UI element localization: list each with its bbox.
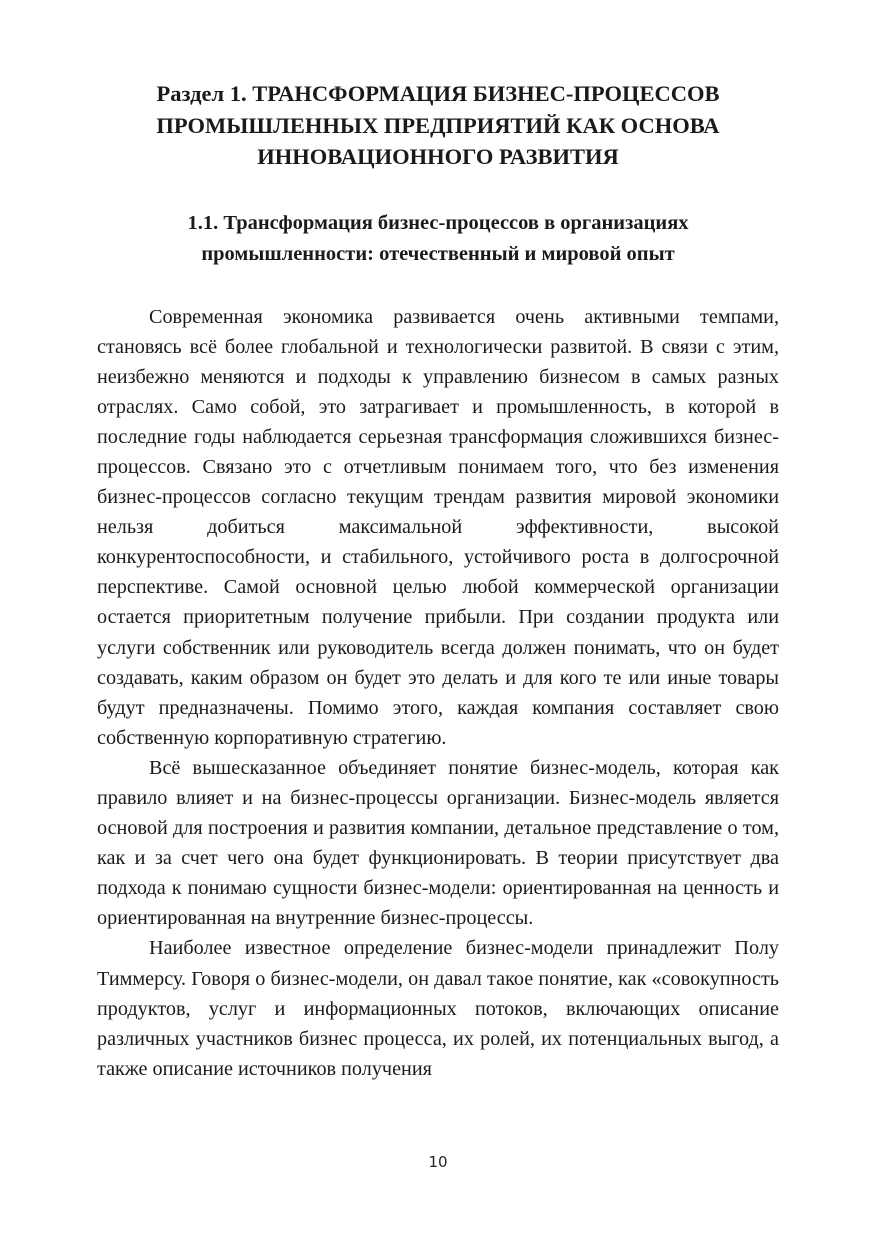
- section-title: [97, 78, 779, 173]
- subsection-title: [97, 208, 779, 270]
- page-number: 10: [428, 1153, 448, 1171]
- section-title-line-3: ИННОВАЦИОННОГО РАЗВИТИЯ: [257, 144, 619, 169]
- subsection-title-line-1: 1.1. Трансформация бизнес-процессов в организациях: [187, 211, 689, 234]
- body-text: [97, 302, 779, 1084]
- section-title-line-1: Раздел 1. ТРАНСФОРМАЦИЯ БИЗНЕС-ПРОЦЕССОВ: [156, 81, 720, 106]
- page-content: [97, 78, 779, 1084]
- subsection-title-line-2: промышленности: отечественный и мировой опыт: [201, 242, 675, 265]
- section-title-line-2: ПРОМЫШЛЕННЫХ ПРЕДПРИЯТИЙ КАК ОСНОВА: [156, 112, 720, 138]
- paragraph: Всё вышесказанное объединяет понятие бизнес-модель, которая как правило влияет и на бизнес-процессы организации. Бизнес-модель является основой для построения и развития компании, детальное представление о том, как и за счет чего она будет функционировать. В теории присутствует два подхода к понимаю сущности бизнес-модели: ориентированная на ценность и ориентированная на внутренние бизнес-процессы.: [97, 756, 779, 930]
- paragraph: Современная экономика развивается очень активными темпами, становясь всё более глобальной и технологически развитой. В связи с этим, неизбежно меняются и подходы к управлению бизнесом в самых разных отраслях. Само собой, это затрагивает и промышленность, в которой в последние годы наблюдается серьезная трансформация сложившихся бизнес-процессов. Связано это с отчетливым понимаем того, что без изменения бизнес-процессов согласно текущим трендам развития мировой экономики нельзя добиться максимальной эффективности, высокой конкурентоспособности, и стабильного, устойчивого роста в долгосрочной перспективе. Самой основной целью любой коммерческой организации остается приоритетным получение прибыли. При создании продукта или услуги собственник или руководитель всегда должен понимать, что он будет создавать, каким образом он будет это делать и для кого те или иные товары будут предназначены. Помимо этого, каждая компания составляет свою собственную корпоративную стратегию.: [97, 305, 779, 749]
- paragraph: Наиболее известное определение бизнес-модели принадлежит Полу Тиммерсу. Говоря о бизнес-модели, он давал такое понятие, как «совокупность продуктов, услуг и информационных потоков, включающих описание различных участников бизнес процесса, их ролей, их потенциальных выгод, а также описание источников получения: [97, 937, 779, 1080]
